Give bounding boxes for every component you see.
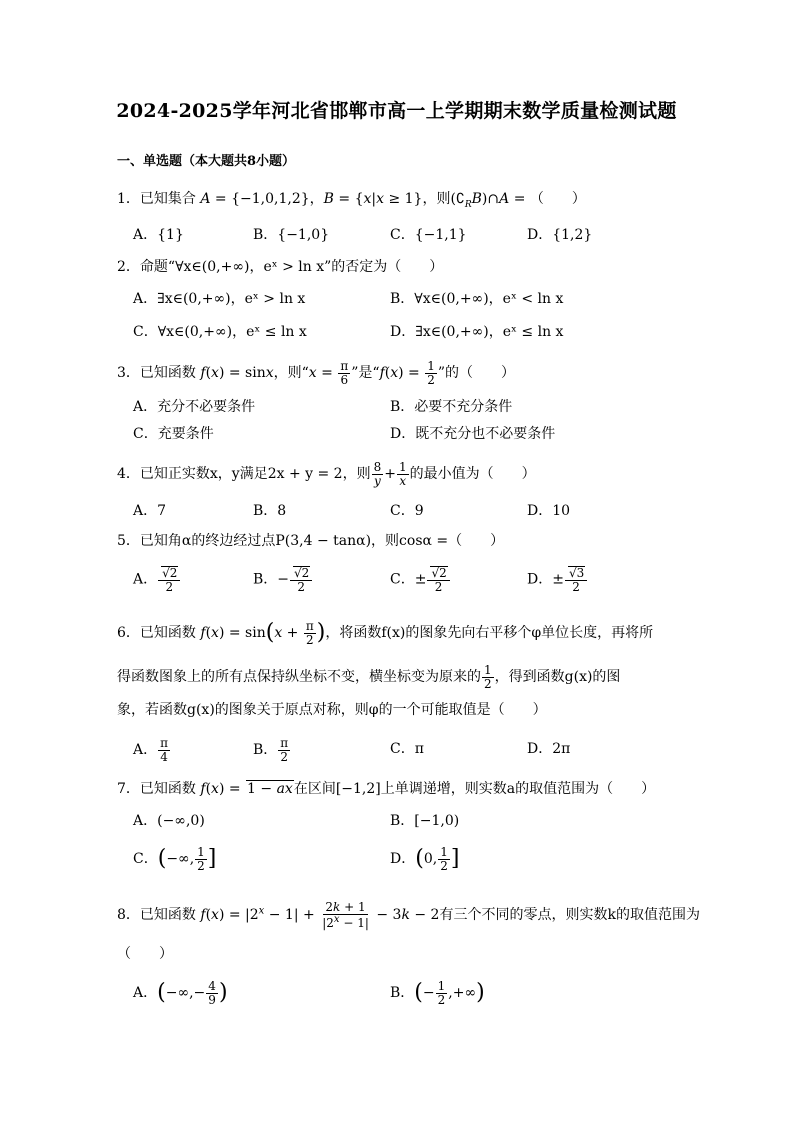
question-6-line-3: 象，若函数g(x)的图象关于原点对称，则φ的一个可能取值是（ ）: [117, 702, 547, 718]
question-5-stem: 5．已知角α的终边经过点P(3,4 − tanα)，则cosα =（ ）: [117, 533, 505, 549]
question-7-stem: 7．已知函数 f(x) = 1 − ax在区间[−1,2]上单调递增，则实数a的取值范围为（ ）: [117, 781, 656, 797]
question-3-option-b: B．必要不充分条件: [390, 399, 513, 415]
question-7-option-b: B．[−1,0): [390, 813, 460, 829]
question-1-option-a: A．{1}: [133, 227, 184, 243]
question-4-option-a: A．7: [133, 503, 167, 519]
page-title: 2024-2025学年河北省邯郸市高一上学期期末数学质量检测试题: [116, 100, 677, 122]
question-8-option-a: A．(−∞,− $\frac{4}{9}$ ): [133, 979, 228, 1007]
question-1-option-b: B．{−1,0}: [253, 227, 330, 243]
question-1-stem: 1．已知集合 A = {−1,0,1,2}，B = {x|x ≥ 1}，则$(∁_RB)\cap A$ = （ ）: [117, 191, 586, 210]
question-3-stem: 3．已知函数 f(x) = sinx，则“x = $\frac{\pi}{6}$ ”是“f(x) = $\frac{1}{2}$ ”的（ ）: [117, 359, 516, 387]
question-2-option-a: A．∃x∈(0,+∞)，eˣ > ln x: [133, 291, 306, 307]
question-5-option-d: D．± $\frac{√3}{2}$: [527, 566, 588, 593]
question-6-option-d: D．2π: [527, 741, 571, 757]
question-4-stem: 4．已知正实数x，y满足2x + y = 2，则 $\frac{8}{y}$ + $\frac{1}{x}$ 的最小值为（ ）: [117, 460, 536, 488]
question-5-option-b: B．− $\frac{√2}{2}$: [253, 566, 313, 593]
question-6-option-a: A． $\frac{\pi}{4}$: [133, 736, 169, 764]
question-6-line-2: 得函数图象上的所有点保持纵坐标不变，横坐标变为原来的 $\frac{1}{2}$ ，得到函数g(x)的图: [117, 663, 621, 691]
question-7-option-a: A．(−∞,0): [133, 813, 205, 829]
question-8-paren: （ ）: [117, 946, 173, 962]
question-5-option-a: A． $\frac{√2}{2}$: [133, 566, 181, 593]
question-6-option-c: C．π: [390, 741, 424, 757]
question-2-option-b: B．∀x∈(0,+∞)，eˣ < ln x: [390, 291, 564, 307]
question-1-option-c: C．{−1,1}: [390, 227, 467, 243]
question-8-stem: 8．已知函数 $f(x) = |2^x - 1|$ + $\frac{2k + 1}{|2^x - 1|}$ − 3k − 2有三个不同的零点，则实数k的取值范围为: [117, 900, 700, 930]
question-7-option-d: D．(0, $\frac{1}{2}$ ]: [390, 845, 460, 873]
question-4-option-c: C．9: [390, 503, 424, 519]
question-3-option-d: D．既不充分也不必要条件: [390, 426, 556, 442]
question-2-stem: 2．命题“∀x∈(0,+∞)，eˣ > ln x”的否定为（ ）: [117, 259, 444, 275]
question-6-line-1: 6．已知函数 f(x) = sin(x + $\frac{\pi}{2}$ )，将函数f(x)的图象先向右平移个φ单位长度，再将所: [117, 619, 654, 647]
question-6-option-b: B． $\frac{\pi}{2}$: [253, 736, 289, 764]
section-heading: 一、单选题（本大题共8小题）: [117, 154, 296, 169]
question-3-option-c: C．充要条件: [133, 426, 214, 442]
question-2-option-d: D．∃x∈(0,+∞)，eˣ ≤ ln x: [390, 324, 564, 340]
question-1-option-d: D．{1,2}: [527, 227, 593, 243]
question-3-option-a: A．充分不必要条件: [133, 399, 256, 415]
question-8-option-b: B．(− $\frac{1}{2}$ ,+∞): [390, 979, 485, 1007]
question-4-option-b: B．8: [253, 503, 287, 519]
question-7-option-c: C．(−∞, $\frac{1}{2}$ ]: [133, 845, 217, 873]
question-2-option-c: C．∀x∈(0,+∞)，eˣ ≤ ln x: [133, 324, 307, 340]
question-4-option-d: D．10: [527, 503, 571, 519]
question-5-option-c: C．± $\frac{√2}{2}$: [390, 566, 451, 593]
